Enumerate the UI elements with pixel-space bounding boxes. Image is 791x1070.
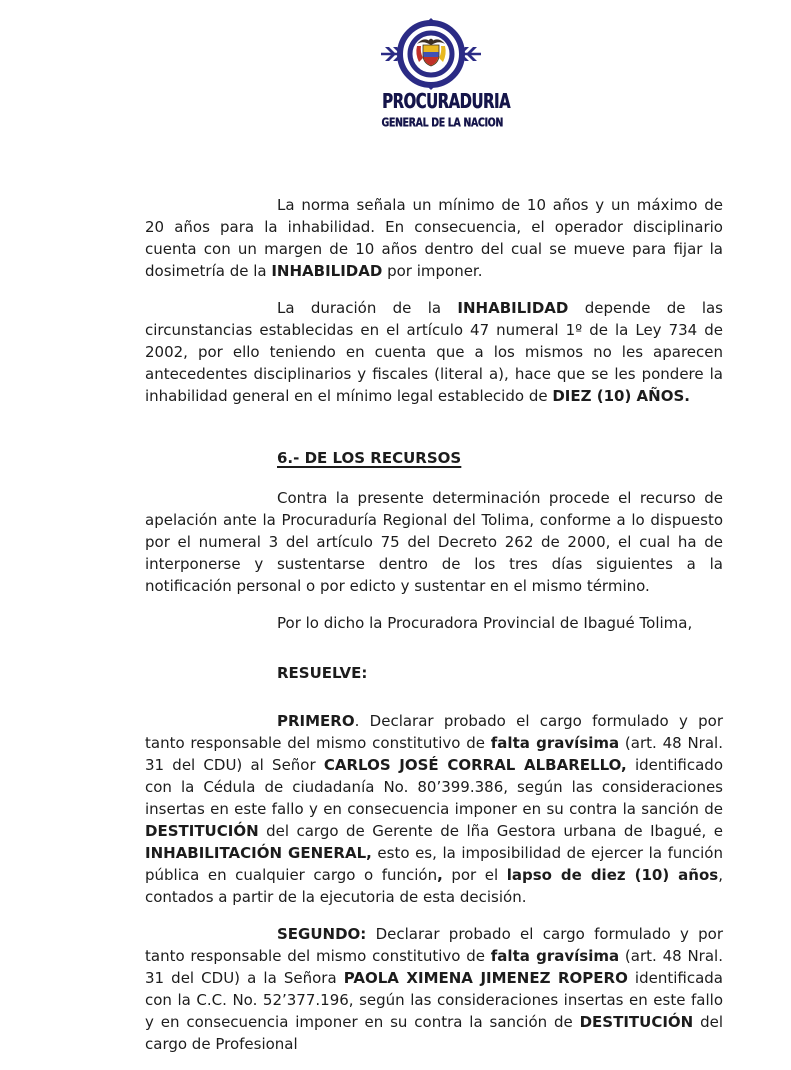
text-run: RESUELVE: — [277, 664, 368, 682]
text-run: lapso de diez (10) años — [506, 866, 719, 884]
text-run: 6.- DE LOS RECURSOS — [277, 449, 462, 467]
text-run: , — [437, 866, 443, 884]
text-run: DESTITUCIÓN — [579, 1013, 694, 1031]
paragraph-duracion — [145, 297, 723, 407]
text-run: por imponer. — [382, 262, 483, 280]
paragraph-norma — [145, 194, 723, 282]
text-run: INHABILIDAD — [271, 262, 383, 280]
logo-subtitle: GENERAL DE LA NACION — [381, 114, 503, 130]
text-run: CARLOS JOSÉ CORRAL ALBARELLO, — [323, 756, 627, 774]
section-heading-recursos — [277, 447, 723, 469]
document-body — [145, 194, 723, 1070]
text-run: INHABILITACIÓN GENERAL, — [145, 844, 372, 862]
text-run: La norma señala un mínimo de 10 años y un máximo de 20 años para la inhabilidad. En consecuencia, el operador disciplinario cuenta con un margen de 10 años dentro del cual se mueve para fijar la dosimetría de la — [145, 196, 723, 280]
text-run: del cargo de Profesional — [145, 1013, 723, 1053]
text-run: identificada con la C.C. No. 52’377.196, según las consideraciones insertas en este fallo y en consecuencia imponer en su contra la sanción de — [145, 969, 724, 1031]
text-run: del cargo de Gerente de lña Gestora urbana de Ibagué, e — [258, 822, 723, 840]
text-run: (art. 48 Nral. 31 del CDU) a la Señora — [145, 947, 723, 987]
heading-resuelve — [277, 662, 723, 684]
text-run: Declarar probado el cargo formulado y por tanto responsable del mismo constitutivo de — [145, 925, 723, 965]
text-run: Por lo dicho la Procuradora Provincial de Ibagué Tolima, — [277, 614, 693, 632]
text-run: identificado con la Cédula de ciudadanía No. 80’399.386, según las consideraciones insertas en este fallo y en consecuencia imponer en su contra la sanción de — [145, 756, 724, 818]
paragraph-primero — [145, 710, 723, 908]
text-run: La duración de la — [277, 299, 458, 317]
paragraph-segundo — [145, 923, 723, 1055]
text-run: depende de las circunstancias establecidas en el artículo 47 numeral 1º de la Ley 734 de 2002, por ello teniendo en cuenta que a los mismos no les aparecen antecedentes disciplinarios y fiscales (literal a), hace que se les pondere la inhabilidad general en el mínimo legal establecido de — [145, 299, 723, 405]
text-run: esto es, la imposibilidad de ejercer la función pública en cualquier cargo o función — [145, 844, 723, 884]
letterhead-logo — [368, 18, 510, 130]
text-run: SEGUNDO: — [277, 925, 367, 943]
text-run: , contados a partir de la ejecutoria de esta decisión. — [145, 866, 723, 906]
paragraph-recurso — [145, 487, 723, 597]
text-run: Contra la presente determinación procede el recurso de apelación ante la Procuraduría Regional del Tolima, conforme a lo dispuesto por el numeral 3 del artículo 75 del Decreto 262 de 2000, el cual ha de interponerse y sustentarse dentro de los tres días siguientes a la notificación personal o por edicto y sustentar en el mismo término. — [145, 489, 723, 595]
text-run: (art. 48 Nral. 31 del CDU) al Señor — [145, 734, 723, 774]
text-run: PAOLA XIMENA JIMENEZ ROPERO — [343, 969, 628, 987]
procuraduria-crosshair-emblem-icon — [379, 18, 483, 90]
text-run: DIEZ (10) AÑOS. — [552, 387, 690, 405]
text-run: por el — [442, 866, 507, 884]
text-run: . Declarar probado el cargo formulado y por tanto responsable del mismo constitutivo de — [145, 712, 723, 752]
text-run: falta gravísima — [490, 947, 620, 965]
logo-title: PROCURADURIA — [382, 89, 510, 114]
text-run: INHABILIDAD — [457, 299, 569, 317]
text-run: falta gravísima — [490, 734, 620, 752]
paragraph-por-lo-dicho — [145, 612, 723, 634]
text-run: PRIMERO — [277, 712, 355, 730]
text-run: DESTITUCIÓN — [145, 822, 259, 840]
